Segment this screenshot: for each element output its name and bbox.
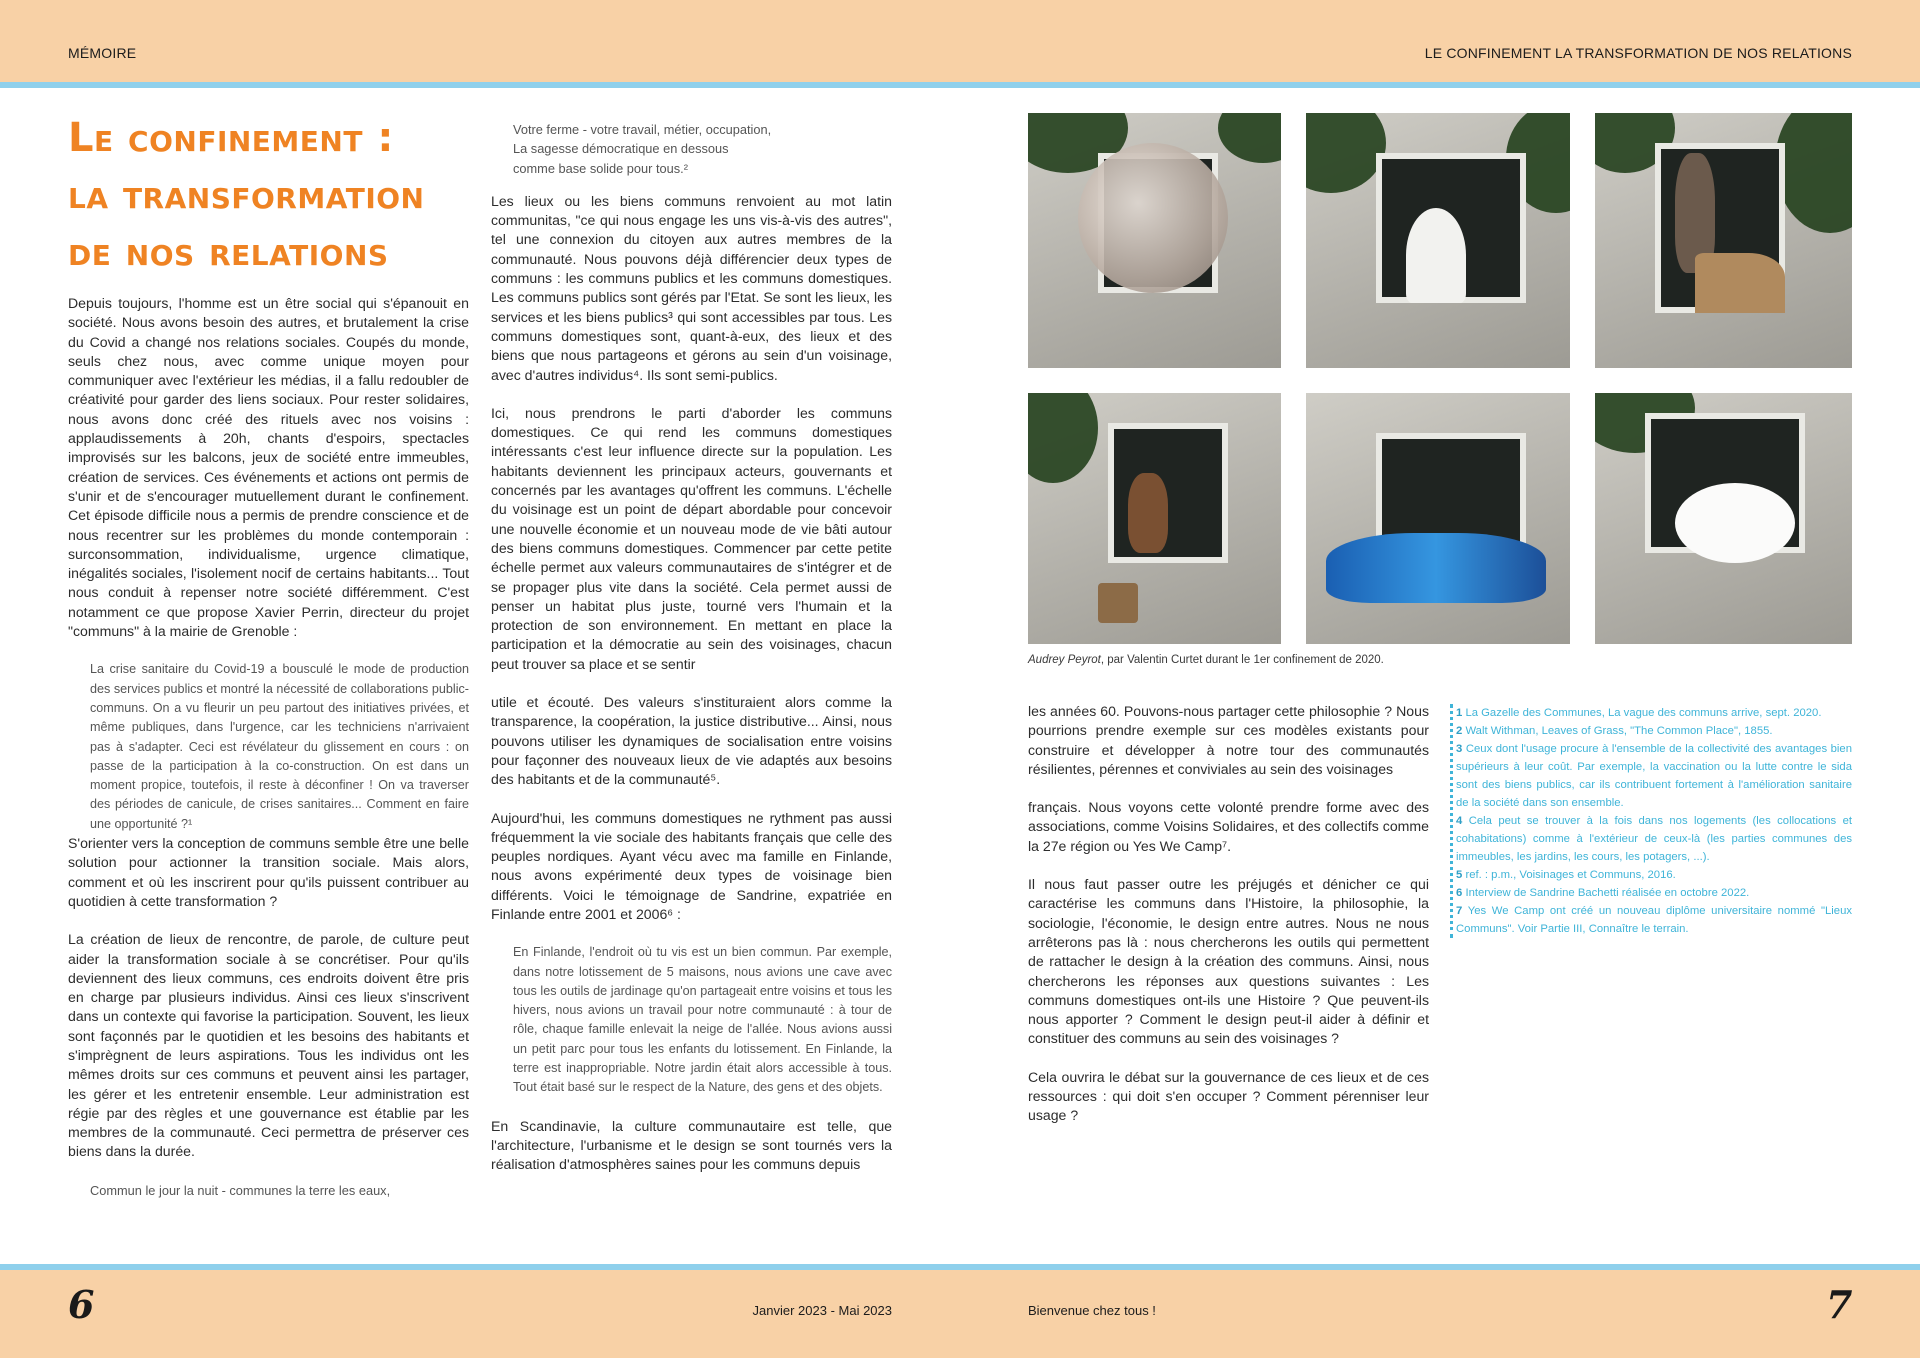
photo-blue-dress-window <box>1306 393 1570 644</box>
photo-caption <box>1028 654 1384 666</box>
footnote: 4 Cela peut se trouver à la fois dans nos logements (les collocations et cohabitations) comme à l'extérieur de ceux-là (les parties communes des immeubles, les jardins, les cours, les potagers, ...). <box>1456 815 1852 863</box>
page-number-right: 7 <box>1826 1282 1853 1327</box>
paragraph: La création de lieux de rencontre, de parole, de culture peut aider la transformation sociale à se concrétiser. Pour qu'ils deviennent des lieux communs, ces endroits doivent être pris en charge par plusieurs individus. Ainsi ces lieux s'inscrivent dans un contexte qui favorise la participation. Souvent, les lieux sont façonnés par le quotidien et les besoins des habitants et s'imprègnent de leurs aspirations. Tous les individus ont les mêmes droits sur ces communs et peuvent ainsi les partager, les gérer et les entretenir ensemble. Leur administration est régie par des règles et une gouvernance est établie par les membres de la communauté. Ceci permettra de préserver ces biens dans la durée. <box>68 931 469 1160</box>
footnote: 5 ref. : p.m., Voisinages et Communs, 2016. <box>1456 869 1676 881</box>
title-line-3: de nos relations <box>68 229 389 275</box>
poem-excerpt: Commun le jour la nuit - communes la terre les eaux, <box>90 1182 391 1198</box>
title-line-1: Le confinement : <box>68 115 394 161</box>
caption-text: , par Valentin Curtet durant le 1er confinement de 2020. <box>1100 654 1384 666</box>
paragraph: Les lieux ou les biens communs renvoient au mot latin communitas, "ce qui nous engage les uns vis-à-vis des autres", tel une connexion du citoyen aux autres membres de la communauté. Nous pouvons déjà différencier deux types de communs : les communs publics et les communs domestiques. Les communs publics sont gérés par l'Etat. Se sont les lieux, les services et les biens publics³ qui sont accessibles par tous. Les communs domestiques sont, quant-à-eux, des lieux et des biens que nous partageons et gérons au sein d'un voisinage, avec d'autres individus⁴. Ils sont semi-publics. <box>491 192 892 383</box>
photo-grid <box>1028 113 1852 644</box>
magazine-tagline: Bienvenue chez tous ! <box>1028 1303 1156 1318</box>
photo-tutu-window <box>1595 393 1852 644</box>
paragraph: Ici, nous prendrons le parti d'aborder les communs domestiques. Ce qui rend les communs domestiques intéressants c'est leur influence directe sur la population. Les habitants deviennent les principaux acteurs, gouvernants et concernés par les avantages qu'offrent les communs. L'échelle du voisinage est un point de départ abordable pour concevoir une nouvelle économie et un nouveau mode de vie bâti autour des biens communs domestiques. Commencer par cette petite échelle permet aux valeurs communautaires de s'intégrer et de se propager plus vite dans la société. Cela permet aussi de penser un habitat plus juste, tourné vers l'humain et la protection de son environnement. En mettant en place la participation et la démocratie au sein des voisinages, chacun peut trouver sa place et se sentir <box>491 404 892 672</box>
photo-bubble-window <box>1028 113 1281 368</box>
footnotes <box>1450 704 1852 938</box>
article-title <box>68 110 428 281</box>
paragraph: En Scandinavie, la culture communautaire est telle, que l'architecture, l'urbanisme et le design se sont tournés vers la réalisation d'atmosphères saines pour les communs depuis <box>491 1117 892 1173</box>
footnote: 7 Yes We Camp ont créé un nouveau diplôme universitaire nommé "Lieux Communs". Voir Partie III, Connaître le terrain. <box>1456 905 1852 935</box>
paragraph: français. Nous voyons cette volonté prendre forme avec des associations, comme Voisins Solidaires, et des collectifs comme la 27e région ou Yes We Camp⁷. <box>1028 799 1429 854</box>
footnote: 2 Walt Withman, Leaves of Grass, "The Common Place", 1855. <box>1456 725 1773 737</box>
footer-band <box>0 1264 1920 1358</box>
footnote: 6 Interview de Sandrine Bachetti réalisée en octobre 2022. <box>1456 887 1750 899</box>
paragraph: les années 60. Pouvons-nous partager cette philosophie ? Nous pourrions prendre exemple sur ces modèles existants pour construire et développer à notre tour des communautés résilientes, pérennes et conviviales au sein des voisinages <box>1028 703 1429 777</box>
header-band <box>0 0 1920 88</box>
section-label: MÉMOIRE <box>68 45 137 61</box>
paragraph: Il nous faut passer outre les préjugés et dénicher ce qui caractérise les communs dans l'Histoire, la philosophie, la sociologie, l'économie, le design entre autres. Nous ne nous arrêterons pas là : nous chercherons les outils qui permettent de rattacher le design à la création des communs. Ainsi, nous chercherons les réponses aux questions suivantes : Les communs domestiques ont-ils une Histoire ? Que peuvent-ils nous apporter ? Comment le design peut-il aider à définir et constituer des communs au sein des voisinages ? <box>1028 876 1429 1047</box>
footnote: 1 La Gazelle des Communes, La vague des communs arrive, sept. 2020. <box>1456 707 1822 719</box>
page-number-left: 6 <box>68 1282 95 1327</box>
photo-woman-window <box>1028 393 1281 644</box>
paragraph: utile et écouté. Des valeurs s'instituraient alors comme la transparence, la coopération, la justice distributive... Ainsi, nous pouvons utiliser les dynamiques de socialisation entre voisins pour façonner des nouveaux lieux de vie adaptés aux besoins des habitants et de la communauté⁵. <box>491 694 892 788</box>
issue-date: Janvier 2023 - Mai 2023 <box>752 1303 892 1318</box>
photo-ghost-window <box>1306 113 1570 368</box>
footnote: 3 Ceux dont l'usage procure à l'ensemble de la collectivité des avantages bien supérieurs à leur coût. Par exemple, la vaccination ou la lutte contre le sida sont des biens publics, car ils contribuent fortement à l'amélioration sanitaire de la société dans son ensemble. <box>1456 743 1852 809</box>
text-column-3 <box>1028 702 1429 1145</box>
poem-excerpt: Votre ferme - votre travail, métier, occupation, La sagesse démocratique en dessous comme base solide pour tous.² <box>513 122 772 176</box>
pull-quote-sandrine: En Finlande, l'endroit où tu vis est un bien commun. Par exemple, dans notre lotissement de 5 maisons, nous avions une cave avec tous les outils de jardinage qu'on partageait entre voisins et tous les hivers, nous avions un travail pour notre communauté : à tour de rôle, chaque famille enlevait la neige de l'allée. Nous avions aussi un petit parc pour tous les enfants du lotissement. En Finlande, la terre est inappropriable. Notre jardin était alors accessible à tous. Tout était basé sur le respect de la Nature, des gens et des objets. <box>513 945 892 1095</box>
caption-author: Audrey Peyrot <box>1028 654 1101 666</box>
text-column-2 <box>491 120 892 1194</box>
paragraph: Cela ouvrira le débat sur la gouvernance de ces lieux et de ces ressources : qui doit s'en occuper ? Comment pérenniser leur usage ? <box>1028 1068 1429 1124</box>
paragraph: Depuis toujours, l'homme est un être social qui s'épanouit en société. Nous avons besoin des autres, et brutalement la crise du Covid a changé nos relations sociales. Coupés du monde, seuls chez nous, avec comme unique moyen pour communiquer avec l'extérieur les médias, il a fallu redoubler de créativité pour garder des liens sociaux. Pour rester solidaires, nous avons donc créé des rituels avec nos voisins : applaudissements à 20h, chants d'espoirs, spectacles improvisés sur les balcons, jeux de société entre immeubles, création de services. Ces événements et actions ont permis de s'unir et de s'encourager mutuellement durant le confinement. Cet épisode difficile nous a permis de prendre conscience et de nous recentrer sur les problèmes du monde contemporain : surconsommation, individualisme, urgence climatique, inégalités sociales, l'isolement nocif de certains habitants... Tout nous conduit à repenser notre société différemment. C'est notamment ce que propose Xavier Perrin, directeur du projet "communs" à la mairie de Grenoble : <box>68 295 469 640</box>
photo-climber-window <box>1595 113 1852 368</box>
paragraph: S'orienter vers la conception de communs semble être une belle solution pour actionner la transition sociale. Mais alors, comment et où les inscrirent pour qu'ils puissent contribuer au quotidien à cette transformation ? <box>68 835 469 909</box>
running-title: LE CONFINEMENT LA TRANSFORMATION DE NOS RELATIONS <box>1424 45 1852 61</box>
pull-quote-perrin: La crise sanitaire du Covid-19 a bousculé le mode de production des services publics et montré la nécessité de collaborations public-communs. On a vu fleurir un peu partout des initiatives privées, et même publiques, dans l'urgence, car les techniciens n'arrivaient pas à s'adapter. Ceci est révélateur du glissement en cours : on passe de la participation à la co-construction. On est dans un moment propice, toutefois, il reste à déconfiner ! On va traverser des périodes de canicule, de crises sanitaires... Comment en faire une opportunité ?¹ <box>90 662 469 831</box>
paragraph: Aujourd'hui, les communs domestiques ne rythment pas aussi fréquemment la vie sociale des habitants français que celle des peuples nordiques. Ayant vécu avec ma famille en Finlande, nous avons expérimenté deux types de voisinage bien différents. Voici le témoignage de Sandrine, expatriée en Finlande entre 2001 et 2006⁶ : <box>491 809 892 922</box>
text-column-1 <box>68 294 469 1219</box>
title-line-2: la transformation <box>68 172 425 218</box>
